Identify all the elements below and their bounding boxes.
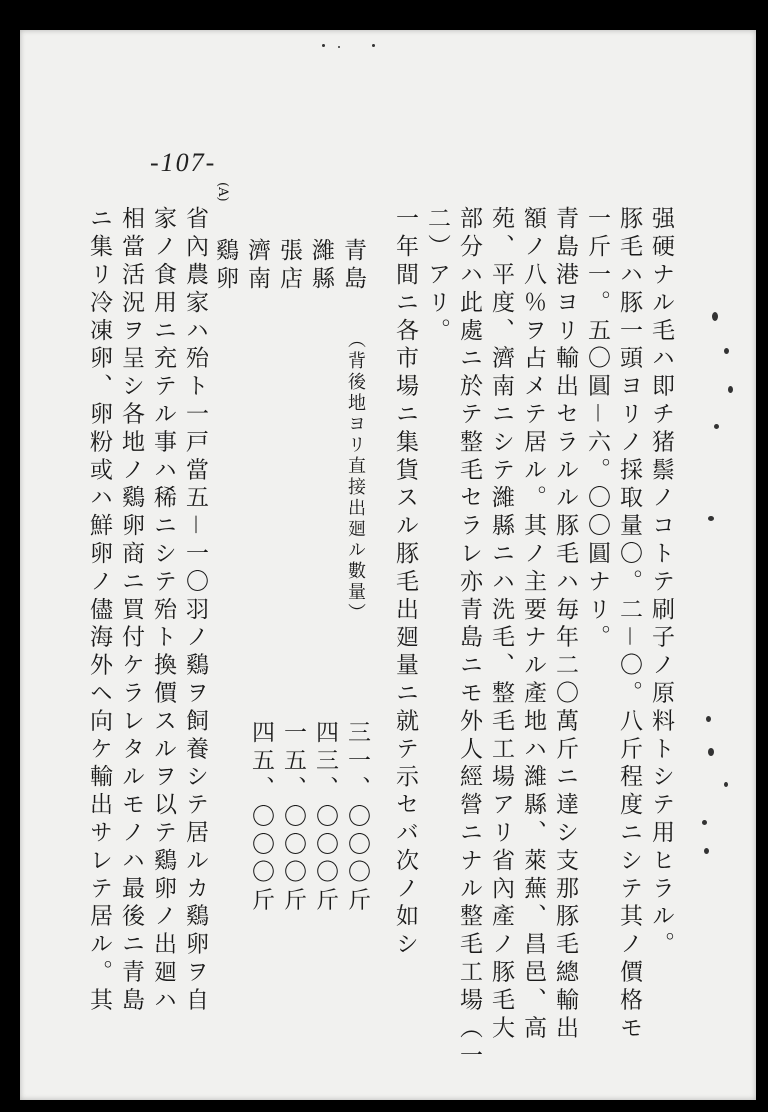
scan-speck [372,44,375,47]
document-page [20,30,756,1100]
scan-speck [728,386,733,393]
body-line: 强硬ナル毛ハ即チ猪鬃ノコトテ刷子ノ原料トシテ用ヒラル。 [648,206,674,960]
section-line: 家ノ食用ニ充テル事ハ稀ニシテ殆ト換價スルヲ以テ鷄卵ノ出廻ハ [150,206,176,1016]
table-amount: 三一、〇〇〇斤 [344,720,370,916]
table-note: （背後地ヨリ直接出廻ル數量） [345,330,366,624]
body-line: 青島港ヨリ輸出セラルル豚毛ハ毎年二〇萬斤ニ達シ支那豚毛總輸出 [552,206,578,1043]
scan-speck [704,848,709,854]
scan-speck [724,348,729,354]
body-line: 一斤一。五〇圓－六。〇〇圓ナリ。 [584,206,610,653]
scan-speck [706,716,711,722]
body-line: 二）アリ。 [424,206,450,346]
scan-speck [322,44,325,47]
body-line: 額ノ八％ヲ占メテ居ル。其ノ主要ナル產地ハ濰縣、萊蕪、昌邑、高 [520,206,546,1043]
body-line: 苑、平度、濟南ニシテ濰縣ニハ洗毛、整毛工場アリ省內產ノ豚毛大 [488,206,514,1043]
body-line: 部分ハ此處ニ於テ整毛セラレ亦青島ニモ外人經營ニナル整毛工場（一 [456,206,482,1071]
section-title: 鷄卵 [212,238,238,294]
scan-speck [714,424,719,429]
scan-speck [712,312,718,321]
scan-speck [702,820,707,825]
table-place: 濰縣 [308,238,334,294]
table-place: 青島 [340,238,366,294]
table-amount: 四五、〇〇〇斤 [248,720,274,916]
table-amount: 四三、〇〇〇斤 [312,720,338,916]
table-place: 張店 [276,238,302,294]
section-line: 相當活況ヲ呈シ各地ノ鷄卵商ニ買付ケラレタルモノハ最後ニ青島 [118,206,144,1016]
section-line: 省內農家ハ殆ト一戸當五－一〇羽ノ鷄ヲ飼養シテ居ルカ鷄卵ヲ自 [182,206,208,1016]
body-line: 一年間ニ各市場ニ集貨スル豚毛出廻量ニ就テ示セバ次ノ如シ [392,206,418,960]
section-label: (A) [215,182,230,202]
scan-speck [724,782,728,787]
section-line: ニ集リ冷凍卵、卵粉或ハ鮮卵ノ儘海外ヘ向ケ輸出サレテ居ル。其 [86,206,112,1016]
page-number: -107- [150,148,217,177]
table-place: 濟南 [244,238,270,294]
body-line: 豚毛ハ豚一頭ヨリノ採取量〇。二－〇。八斤程度ニシテ其ノ價格モ [616,206,642,1043]
scan-speck [338,46,340,48]
table-amount: 一五、〇〇〇斤 [280,720,306,916]
scan-speck [708,516,714,521]
scan-speck [708,748,714,756]
